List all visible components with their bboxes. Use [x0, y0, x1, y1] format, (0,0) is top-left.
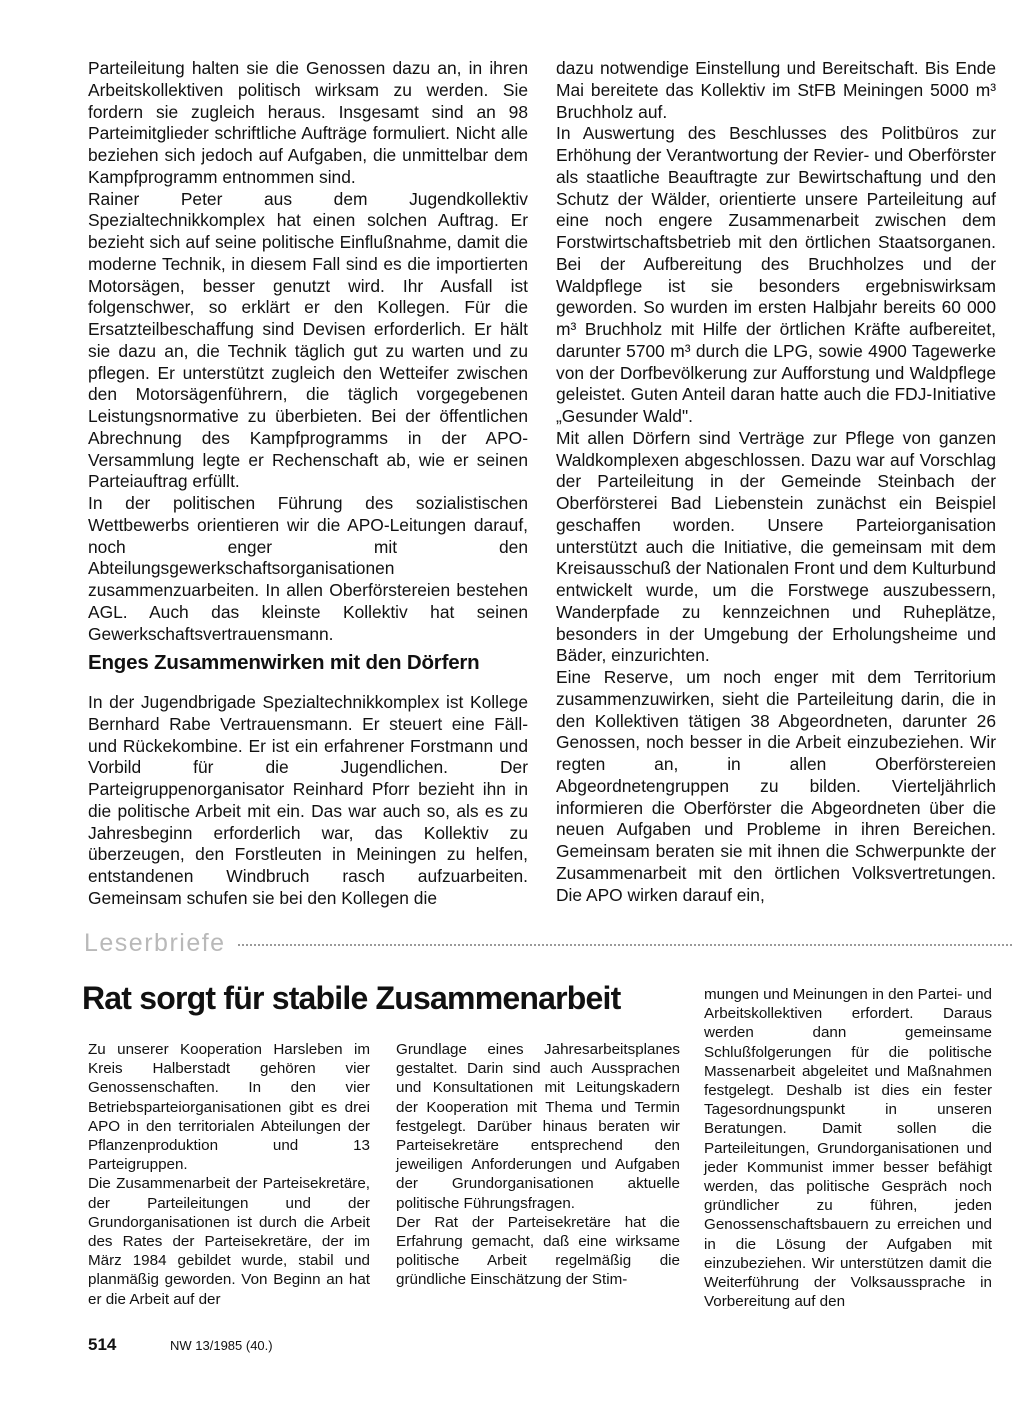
- section-label: Leserbriefe: [84, 929, 226, 957]
- article-column-left: [88, 58, 528, 645]
- letter-column-3: [704, 985, 992, 1311]
- article-column-right: [556, 58, 996, 906]
- paragraph: Mit allen Dörfern sind Verträge zur Pflege von ganzen Waldkomplexen abgeschlossen. Dazu war auf Vorschlag der Parteileitung in der Gemeinde Steinbach der Oberförsterei Bad Liebenstein zunächst ein Beispiel geschaffen worden. Unsere Parteiorganisation unterstützt auch die Initiative, die gemeinsam mit dem Kreisausschuß der Nationalen Front und dem Kulturbund entwickelt wurde, um die Forstwege auszubessern, Wanderpfade zu kennzeichnen und Ruheplätze, besonders in der Umgebung der Erholungsheime und Bäder, einzurichten.: [556, 427, 996, 666]
- paragraph: In Auswertung des Beschlusses des Politbüros zur Erhöhung der Verantwortung der Revier- und Oberförster als staatliche Beauftragte zur Bewirtschaftung und den Schutz der Wälder, orientierte unsere Parteileitung auf eine noch engere Zusammenarbeit zwischen dem Forstwirtschaftsbetrieb mit den örtlichen Staatsorganen. Bei der Aufbereitung des Bruchholzes und der Waldpflege ist sie besonders ergebniswirksam geworden. So wurden im ersten Halbjahr bereits 60 000 m³ Bruchholz mit Hilfe der örtlichen Kräfte aufbereitet, darunter 5700 m³ durch die LPG, sowie 4900 Tagewerke von der Dorfbevölkerung zur Aufforstung und Waldpflege geleistet. Guten Anteil daran hatte auch die FDJ-Initiative „Gesunder Wald".: [556, 123, 996, 426]
- paragraph: Der Rat der Parteisekretäre hat die Erfahrung gemacht, daß eine wirksame politische Arbeit regelmäßig die gründliche Einschätzung der Stim-: [396, 1213, 680, 1289]
- paragraph: Parteileitung halten sie die Genossen dazu an, in ihren Arbeitskollektiven politisch wirksam zu werden. Sie fordern sie zugleich heraus. Insgesamt sind an 98 Parteimitglieder schriftliche Aufträge formuliert. Nicht alle beziehen sich jedoch auf Aufgaben, die unmittelbar dem Kampfprogramm entnommen sind.: [88, 58, 528, 187]
- paragraph: Die Zusammenarbeit der Parteisekretäre, der Parteileitungen und der Grundorganisationen ist durch die Arbeit des Rates der Parteisekretäre, der im März 1984 gebildet wurde, stabil und planmäßig geworden. Von Beginn an hat er die Arbeit auf der: [88, 1175, 370, 1308]
- paragraph: Grundlage eines Jahresarbeitsplanes gestaltet. Darin sind auch Aussprachen und Konsultationen mit Leitungskadern der Kooperation mit Thema und Termin festgelegt. Darüber hinaus beraten wir Parteisekretäre entsprechend den jeweiligen Anforderungen und Aufgaben der Grundorganisationen aktuelle politische Führungsfragen.: [396, 1041, 680, 1212]
- paragraph: Zu unserer Kooperation Harsleben im Kreis Halberstadt gehören vier Genossenschaften. In den vier Betriebsparteiorganisationen gibt es drei APO in den territorialen Abteilungen der Pflanzenproduktion und 13 Parteigruppen.: [88, 1041, 370, 1174]
- article-column-left-continued: [88, 692, 528, 910]
- paragraph: Eine Reserve, um noch enger mit dem Territorium zusammenzuwirken, sieht die Parteileitung darin, die in den Kollektiven tätigen 38 Abgeordneten, darunter 26 Genossen, noch besser in die Arbeit einzubeziehen. Wir regten an, in allen Oberförstereien Abgeordnetengruppen zu bilden. Vierteljährlich informieren die Oberförster die Abgeordneten über die neuen Aufgaben und Probleme in ihren Bereichen. Gemeinsam beraten sie mit ihnen die Schwerpunkte der Zusammenarbeit mit den örtlichen Volksvertretungen. Die APO wirken darauf ein,: [556, 667, 996, 905]
- paragraph: In der politischen Führung des sozialistischen Wettbewerbs orientieren wir die APO-Leitungen darauf, noch enger mit den Abteilungsgewerkschaftsorganisationen zusammenzuarbeiten. In allen Oberförstereien bestehen AGL. Auch das kleinste Kollektiv hat seinen Gewerkschaftsvertrauensmann.: [88, 493, 528, 644]
- letter-column-2: [396, 1040, 680, 1290]
- paragraph: mungen und Meinungen in den Partei- und Arbeitskollektiven erfordert. Daraus werden dann gemeinsame Schlußfolgerungen für die politische Massenarbeit abgeleitet und Maßnahmen festgelegt. Deshalb ist dies ein fester Tagesordnungspunkt in unseren Beratungen. Damit sollen die Parteileitungen, Grundorganisationen und jeder Kommunist immer besser befähigt werden, das politische Gespräch noch gründlicher zu führen, jeden Genossenschaftsbauern zu erreichen und in die Lösung der Aufgaben mit einzubeziehen. Wir unterstützen damit die Weiterführung der Volksaussprache in Vorbereitung auf den: [704, 986, 992, 1311]
- section-divider: [238, 944, 1012, 946]
- section-subheading: Enges Zusammenwirken mit den Dörfern: [88, 651, 480, 674]
- letter-column-1: [88, 1040, 370, 1309]
- paragraph: Rainer Peter aus dem Jugendkollektiv Spezialtechnikkomplex hat einen solchen Auftrag. Er bezieht sich auf seine politische Einflußnahme, damit die moderne Technik, in diesem Fall sind es die importierten Motorsägen, besser genutzt wird. Ihr Ausfall ist folgenschwer, so erklärt er den Kollegen. Für die Ersatzteilbeschaffung sind Devisen erforderlich. Er hält sie dazu an, die Technik täglich gut zu warten und zu pflegen. Er unterstützt zugleich den Wetteifer zwischen den Motorsägenführern, die täglich vorgegebenen Leistungsnormative zu überbieten. Bei der öffentlichen Abrechnung des Kampfprogramms in der APO-Versammlung legte er Rechenschaft ab, wie er seinen Parteiauftrag erfüllt.: [88, 188, 528, 492]
- paragraph: In der Jugendbrigade Spezialtechnikkomplex ist Kollege Bernhard Rabe Vertrauensmann. Er steuert eine Fäll- und Rückekombine. Er ist ein erfahrener Forstmann und Vorbild für die Jugendlichen. Der Parteigruppenorganisator Reinhard Pforr bezieht ihn in die politische Arbeit mit ein. Das war auch so, als es zu Jahresbeginn erforderlich war, das Kollektiv zu überzeugen, den Forstleuten in Meiningen zu helfen, entstandenen Windbruch rasch aufzuarbeiten. Gemeinsam schufen sie bei den Kollegen die: [88, 692, 528, 908]
- paragraph: dazu notwendige Einstellung und Bereitschaft. Bis Ende Mai bereitete das Kollektiv im StFB Meiningen 5000 m³ Bruchholz auf.: [556, 58, 996, 122]
- letter-title: Rat sorgt für stabile Zusammenarbeit: [82, 980, 621, 1016]
- page-number: 514: [88, 1335, 117, 1354]
- journal-reference: NW 13/1985 (40.): [170, 1338, 273, 1353]
